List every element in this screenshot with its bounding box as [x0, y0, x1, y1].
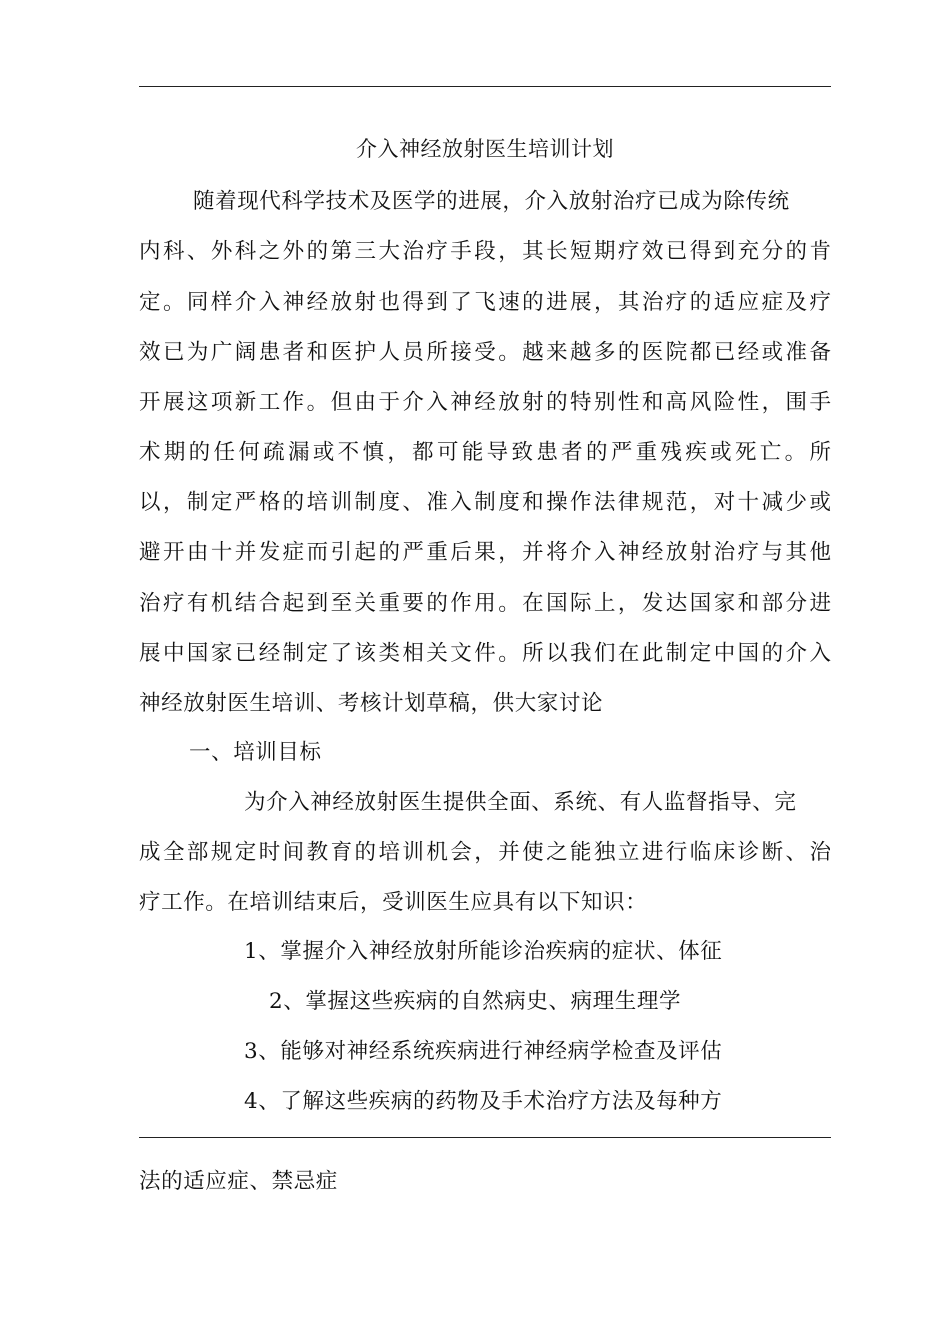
- intro-line: 随着现代科学技术及医学的进展，介入放射治疗已成为除传统: [193, 189, 790, 214]
- document-title: 介入神经放射医生培训计划: [356, 137, 614, 161]
- intro-line: 定。同样介入神经放射也得到了飞速的进展，其治疗的适应症及疗: [139, 290, 831, 315]
- section-line: 成全部规定时间教育的培训机会，并使之能独立进行临床诊断、治: [139, 840, 831, 865]
- intro-line: 展中国家已经制定了该类相关文件。所以我们在此制定中国的介入: [139, 641, 831, 666]
- intro-line: 治疗有机结合起到至关重要的作用。在国际上，发达国家和部分进: [139, 591, 831, 616]
- continuation-line: 法的适应症、禁忌症: [139, 1169, 338, 1194]
- section-line: 疗工作。在培训结束后，受训医生应具有以下知识：: [139, 890, 648, 915]
- list-item: 4、了解这些疾病的药物及手术治疗方法及每种方: [244, 1089, 723, 1114]
- section-heading: 一、培训目标: [189, 740, 322, 765]
- bottom-rule: [139, 1137, 831, 1138]
- list-item: 1、掌握介入神经放射所能诊治疾病的症状、体征: [244, 939, 723, 964]
- section-line: 为介入神经放射医生提供全面、系统、有人监督指导、完: [244, 790, 797, 815]
- intro-line: 术期的任何疏漏或不慎，都可能导致患者的严重残疾或死亡。所: [139, 440, 831, 465]
- list-item: 2、掌握这些疾病的自然病史、病理生理学: [269, 989, 682, 1014]
- list-item: 3、能够对神经系统疾病进行神经病学检查及评估: [244, 1039, 723, 1064]
- intro-line: 神经放射医生培训、考核计划草稿，供大家讨论: [139, 691, 604, 716]
- intro-line: 内科、外科之外的第三大治疗手段，其长短期疗效已得到充分的肯: [139, 239, 831, 264]
- top-rule: [139, 86, 831, 87]
- intro-line: 效已为广阔患者和医护人员所接受。越来越多的医院都已经或准备: [139, 340, 831, 365]
- intro-line: 避开由十并发症而引起的严重后果，并将介入神经放射治疗与其他: [139, 540, 831, 565]
- intro-line: 以，制定严格的培训制度、准入制度和操作法律规范，对十减少或: [139, 490, 831, 515]
- intro-line: 开展这项新工作。但由于介入神经放射的特别性和高风险性，围手: [139, 390, 831, 415]
